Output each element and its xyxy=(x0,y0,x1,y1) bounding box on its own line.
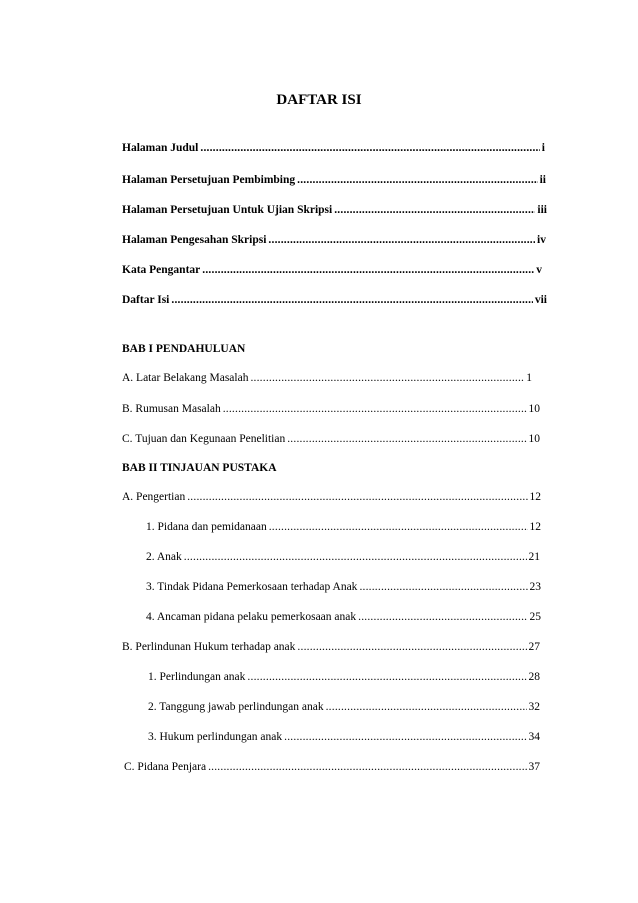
toc-entry-label: B. Rumusan Masalah xyxy=(122,403,221,415)
toc-entry-label: 4. Ancaman pidana pelaku pemerkosaan anak xyxy=(146,611,357,623)
toc-entry-daftar-isi xyxy=(122,292,547,308)
toc-entry-tujuan-kegunaan xyxy=(122,431,540,447)
dot-leader xyxy=(358,609,527,625)
dot-leader xyxy=(250,370,524,386)
dot-leader xyxy=(200,140,539,156)
toc-entry-pidana-pemidanaan xyxy=(146,519,541,535)
dot-leader xyxy=(268,232,535,248)
dot-leader xyxy=(297,639,526,655)
toc-entry-label: C. Pidana Penjara xyxy=(124,761,207,773)
toc-entry-label: 1. Perlindungan anak xyxy=(148,671,246,683)
toc-entry-page: v xyxy=(536,264,542,276)
toc-entry-page: i xyxy=(541,142,545,154)
toc-entry-page: 28 xyxy=(528,671,540,683)
toc-entry-label: 3. Hukum perlindungan anak xyxy=(148,731,283,743)
dot-leader xyxy=(334,202,535,218)
toc-entry-label: 1. Pidana dan pemidanaan xyxy=(146,521,267,533)
toc-entry-pengertian xyxy=(122,489,541,505)
toc-entry-label: Halaman Persetujuan Pembimbing xyxy=(122,174,296,186)
toc-entry-label: 2. Anak xyxy=(146,551,182,563)
toc-entry-persetujuan-ujian xyxy=(122,202,547,218)
dot-leader xyxy=(223,401,527,417)
toc-entry-page: 21 xyxy=(528,551,540,563)
page-title: DAFTAR ISI xyxy=(276,92,362,108)
dot-leader xyxy=(247,669,526,685)
toc-entry-tanggung-jawab xyxy=(148,699,540,715)
chapter-heading-bab2: BAB II TINJAUAN PUSTAKA xyxy=(122,462,277,474)
toc-entry-label: Halaman Pengesahan Skripsi xyxy=(122,234,267,246)
toc-entry-anak xyxy=(146,549,540,565)
toc-entry-label: B. Perlindunan Hukum terhadap anak xyxy=(122,641,296,653)
toc-entry-label: C. Tujuan dan Kegunaan Penelitian xyxy=(122,433,286,445)
toc-entry-ancaman-pidana xyxy=(146,609,541,625)
toc-entry-page: vii xyxy=(534,294,547,306)
dot-leader xyxy=(326,699,527,715)
dot-leader xyxy=(171,292,532,308)
toc-entry-page: 10 xyxy=(528,433,540,445)
toc-entry-label: A. Pengertian xyxy=(122,491,186,503)
toc-entry-perlindunan-hukum xyxy=(122,639,540,655)
toc-entry-page: 12 xyxy=(529,491,541,503)
dot-leader xyxy=(287,431,526,447)
toc-entry-page: 1 xyxy=(526,372,532,384)
toc-entry-halaman-judul xyxy=(122,140,545,156)
toc-entry-label: 3. Tindak Pidana Pemerkosaan terhadap Anak xyxy=(146,581,358,593)
toc-entry-page: 37 xyxy=(528,761,540,773)
toc-entry-page: 12 xyxy=(529,521,541,533)
dot-leader xyxy=(202,262,534,278)
dot-leader xyxy=(269,519,528,535)
toc-entry-page: 25 xyxy=(529,611,541,623)
toc-entry-pengesahan xyxy=(122,232,546,248)
toc-entry-pidana-penjara xyxy=(124,759,540,775)
toc-entry-label: Daftar Isi xyxy=(122,294,170,306)
toc-entry-page: 34 xyxy=(528,731,540,743)
toc-entry-page: ii xyxy=(539,174,546,186)
toc-entry-page: iii xyxy=(537,204,547,216)
toc-entry-kata-pengantar xyxy=(122,262,542,278)
toc-entry-label: Halaman Judul xyxy=(122,142,199,154)
toc-entry-label: Halaman Persetujuan Untuk Ujian Skripsi xyxy=(122,204,333,216)
toc-entry-latar-belakang xyxy=(122,370,532,386)
dot-leader xyxy=(284,729,526,745)
toc-entry-page: 10 xyxy=(528,403,540,415)
toc-entry-label: Kata Pengantar xyxy=(122,264,201,276)
toc-entry-page: iv xyxy=(537,234,546,246)
chapter-heading-bab1: BAB I PENDAHULUAN xyxy=(122,343,246,355)
dot-leader xyxy=(359,579,527,595)
toc-entry-page: 32 xyxy=(528,701,540,713)
toc-entry-persetujuan-pembimbing xyxy=(122,172,546,188)
toc-entry-hukum-perlindungan xyxy=(148,729,540,745)
dot-leader xyxy=(187,489,527,505)
toc-entry-label: 2. Tanggung jawab perlindungan anak xyxy=(148,701,324,713)
dot-leader xyxy=(184,549,527,565)
toc-entry-perlindungan-anak xyxy=(148,669,540,685)
toc-entry-label: A. Latar Belakang Masalah xyxy=(122,372,249,384)
toc-entry-tindak-pidana xyxy=(146,579,541,595)
toc-entry-rumusan-masalah xyxy=(122,401,540,417)
toc-entry-page: 27 xyxy=(528,641,540,653)
dot-leader xyxy=(297,172,537,188)
dot-leader xyxy=(208,759,526,775)
toc-entry-page: 23 xyxy=(529,581,541,593)
